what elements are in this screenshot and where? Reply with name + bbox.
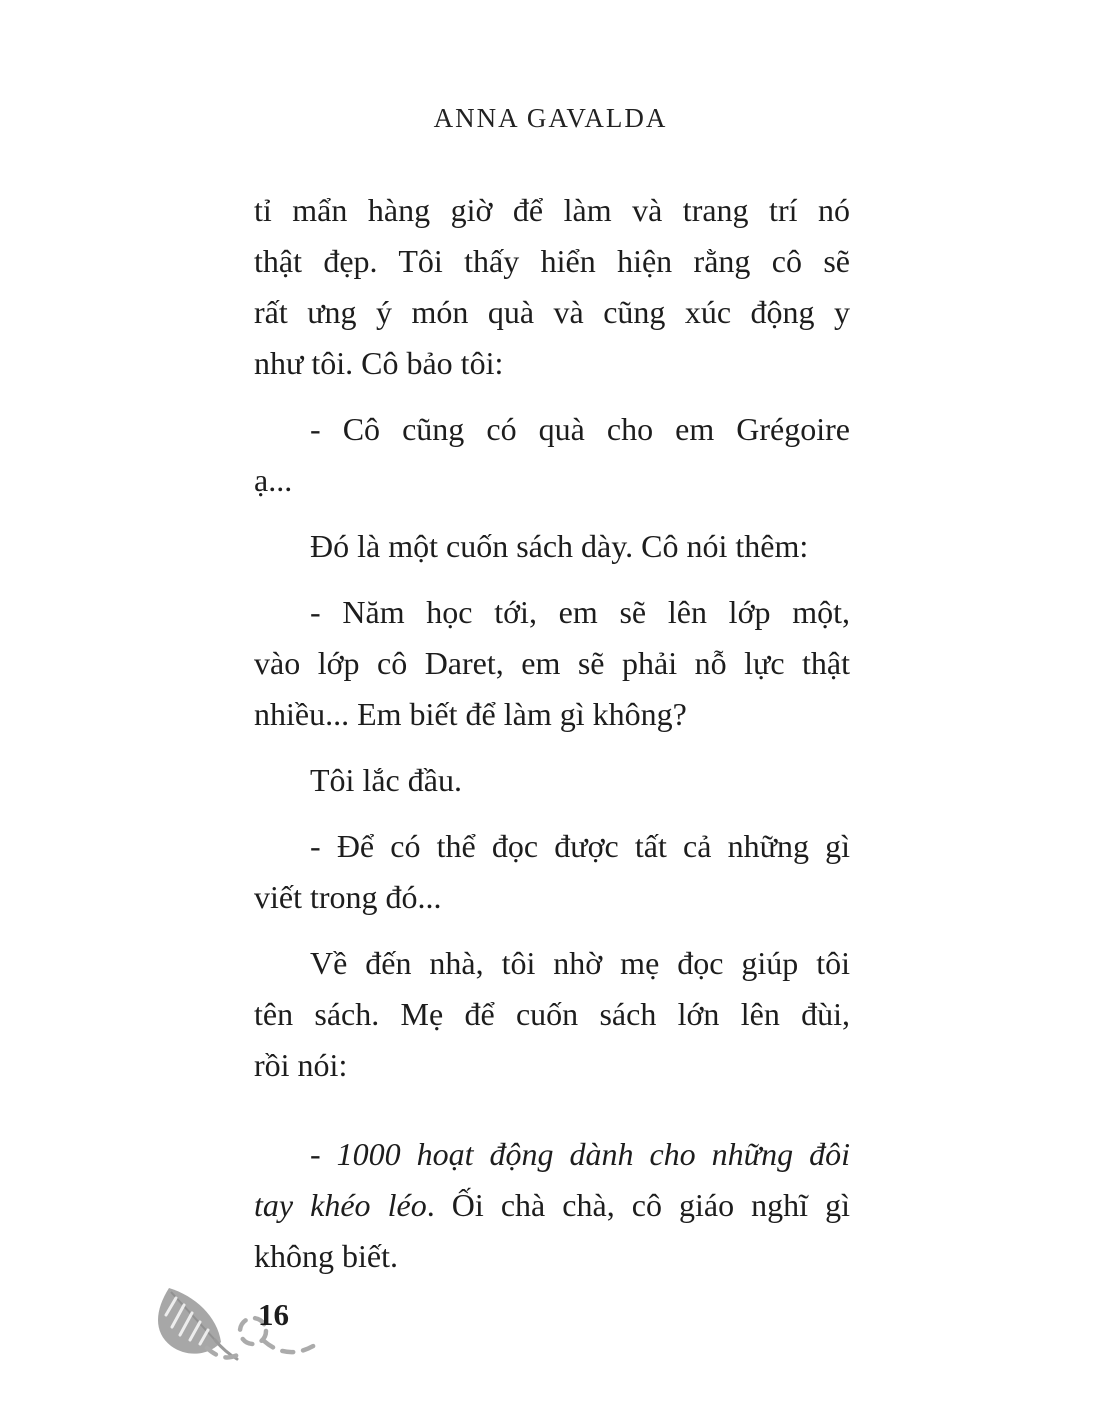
text-line [254,689,850,740]
paragraph [254,821,850,923]
text-line [254,1180,850,1231]
text-line [254,1129,850,1180]
text-segment: . Ối chà chà, cô giáo nghĩ gì [426,1187,851,1223]
text-segment: viết trong đó... [254,879,442,915]
paragraph [254,587,850,740]
text-segment: ạ... [254,462,293,498]
text-line [254,455,850,506]
text-segment: - Năm học tới, em sẽ lên lớp một, [310,594,850,630]
text-line [254,821,850,872]
text-line [254,1231,850,1282]
text-line [254,521,850,572]
paragraph [254,755,850,806]
body-text [254,185,850,1282]
paragraph [254,938,850,1091]
paragraph [254,185,850,389]
italic-text-segment: tay khéo léo [254,1187,427,1223]
text-segment: rất ưng ý món quà và cũng xúc động y [254,294,850,330]
text-line [254,872,850,923]
text-segment: rồi nói: [254,1047,348,1083]
text-segment: Đó là một cuốn sách dày. Cô nói thêm: [310,528,809,564]
text-segment: thật đẹp. Tôi thấy hiển hiện rằng cô sẽ [254,243,850,279]
text-line [254,287,850,338]
text-segment: - Cô cũng có quà cho em Grégoire [310,411,850,447]
page-number: 16 [258,1297,289,1332]
paragraph [254,521,850,572]
running-header-author: ANNA GAVALDA [433,103,668,133]
paragraph [254,404,850,506]
text-line [254,938,850,989]
text-segment: không biết. [254,1238,398,1274]
text-segment: như tôi. Cô bảo tôi: [254,345,504,381]
text-segment: - Để có thể đọc được tất cả những gì [310,828,850,864]
paragraph [254,1129,850,1282]
text-line [254,338,850,389]
leaf-decoration-icon [145,1282,335,1377]
text-segment: tỉ mẩn hàng giờ để làm và trang trí nó [254,192,850,228]
text-line [254,989,850,1040]
text-line [254,1040,850,1091]
text-line [254,638,850,689]
text-segment: vào lớp cô Daret, em sẽ phải nỗ lực thật [254,645,850,681]
text-line [254,587,850,638]
text-line [254,404,850,455]
leaf-icon [158,1288,237,1359]
text-line [254,236,850,287]
italic-text-segment: - 1000 hoạt động dành cho những đôi [310,1136,850,1172]
page-footer [145,1282,405,1377]
text-segment: Về đến nhà, tôi nhờ mẹ đọc giúp tôi [310,945,850,981]
text-segment: nhiều... Em biết để làm gì không? [254,696,687,732]
text-line [254,185,850,236]
text-line [254,755,850,806]
text-segment: Tôi lắc đầu. [310,762,462,798]
text-segment: tên sách. Mẹ để cuốn sách lớn lên đùi, [254,996,850,1032]
